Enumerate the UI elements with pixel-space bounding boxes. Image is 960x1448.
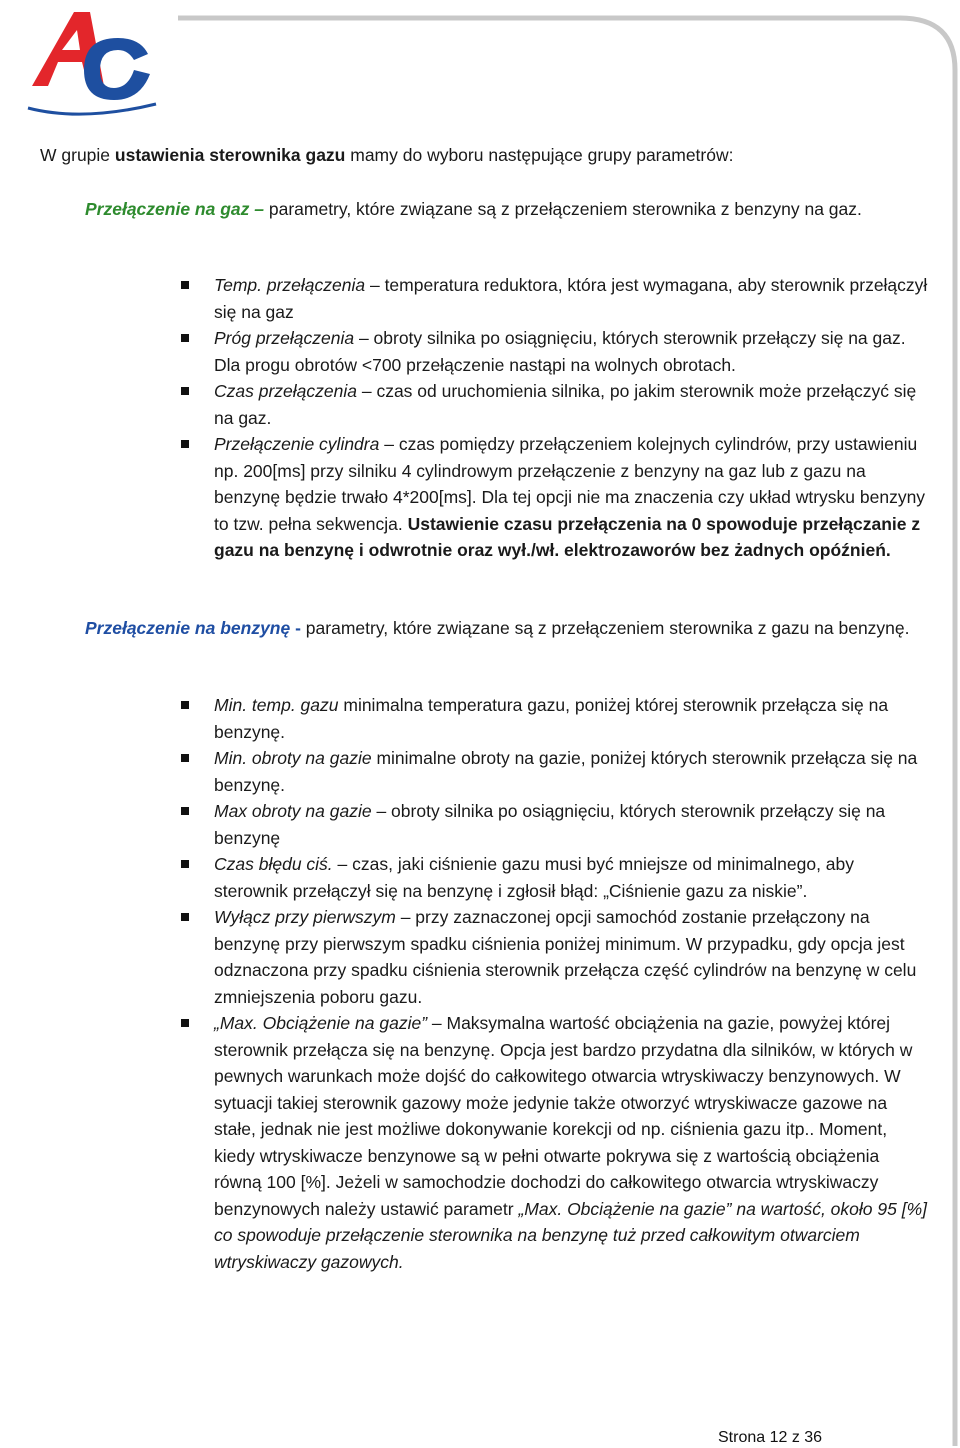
list-item [178, 272, 930, 325]
section-title-petrol: Przełączenie na benzynę [85, 618, 291, 638]
section-dash: – [249, 199, 269, 219]
param-desc: – czas, jaki ciśnienie gazu musi być mniejsze od minimalnego, aby sterownik przełączył się na benzynę i zgłosił błąd: „Ciśnienie gazu za niskie”. [214, 854, 855, 901]
param-term: Temp. przełączenia [214, 275, 366, 295]
param-desc: – obroty silnika po osiągnięciu, których sterownik przełączy się na benzynę [214, 801, 886, 848]
param-desc: – przy zaznaczonej opcji samochód zostanie przełączony na benzynę przy pierwszym spadku ciśnienia poniżej minimum. W przypadku, gdy opcja jest odznaczona przy spadku ciśnienia sterownik przełącza część cylindrów na benzynę w celu zmniejszenia poboru gazu. [214, 907, 917, 1007]
bullet-square-icon [181, 913, 189, 921]
list-item [178, 745, 930, 798]
param-term: Max obroty na gazie [214, 801, 372, 821]
param-desc: – Maksymalna wartość obciążenia na gazie, powyżej której sterownik przełącza się na benzynę. Opcja jest bardzo przydatna dla silników, w których w pewnych warunkach może dojść do całkowitego otwarcia wtryskiwaczy benzynowych. W sytuacji takiej sterownik gazowy może jedynie także otworzyć wtryskiwacze gazowe na stałe, jednak nie jest możliwe dokonywanie korekcji od np. ciśnienia gazu itp.. Moment, kiedy wtryskiwacze benzynowe są w pełni otwarte pokrywa się z wartością obciążenia równą 100 [%]. Jeżeli w samochodzie dochodzi do całkowitego otwarcia wtryskiwaczy benzynowych należy ustawić parametr [214, 1013, 913, 1219]
section-title-gas: Przełączenie na gaz [85, 199, 250, 219]
bullet-square-icon [181, 1019, 189, 1027]
param-desc: – obroty silnika po osiągnięciu, których sterownik przełączy się na gaz. Dla progu obrotów <700 przełączenie nastąpi na wolnych obrotach. [214, 328, 906, 375]
param-desc: – czas od uruchomienia silnika, po jakim sterownik może przełączyć się na gaz. [214, 381, 917, 428]
list-item [178, 798, 930, 851]
intro-bold-term: ustawienia sterownika gazu [114, 145, 346, 165]
param-desc-italic: „Max. Obciążenie na gazie” na wartość, około 95 [%] co spowoduje przełączenie sterownika na benzynę tuż przed całkowitym otwarciem wtryskiwaczy gazowych. [214, 1198, 927, 1272]
ac-logo [22, 4, 162, 124]
intro-text: W grupie [40, 145, 115, 165]
param-desc: minimalna temperatura gazu, poniżej której sterownik przełącza się na benzynę. [214, 695, 889, 742]
param-term: Czas błędu ciś. [214, 854, 333, 874]
param-term: Czas przełączenia [214, 381, 357, 401]
list-item [178, 692, 930, 745]
section-desc-gas: parametry, które związane są z przełączeniem sterownika z benzyny na gaz. [268, 199, 862, 219]
param-term: Min. temp. gazu [214, 695, 339, 715]
intro-paragraph [40, 142, 940, 169]
bullet-square-icon [181, 701, 189, 709]
param-desc: – czas pomiędzy przełączeniem kolejnych cylindrów, przy ustawieniu np. 200[ms] przy silniku 4 cylindrowym przełączenie z benzyny na gaz lub z gazu na benzynę będzie trwało 4*200[ms]. Dla tej opcji nie ma znaczenia czy układ wtrysku benzyny to tzw. pełna sekwencja. [214, 434, 926, 534]
param-term: Próg przełączenia [214, 328, 355, 348]
list-item [178, 851, 930, 904]
logo-letter-c [84, 38, 150, 100]
bullet-square-icon [181, 807, 189, 815]
bullet-square-icon [181, 754, 189, 762]
list-item [178, 431, 930, 564]
section-gas-switch [85, 196, 940, 223]
param-term: Przełączenie cylindra [214, 434, 380, 454]
bullet-square-icon [181, 334, 189, 342]
bullet-square-icon [181, 440, 189, 448]
param-term: „Max. Obciążenie na gazie” [214, 1013, 428, 1033]
bullet-square-icon [181, 860, 189, 868]
list-item [178, 904, 930, 1010]
param-desc: – temperatura reduktora, która jest wymagana, aby sterownik przełączył się na gaz [214, 275, 928, 322]
page-number: Strona 12 z 36 [718, 1429, 823, 1446]
param-note-bold: Ustawienie czasu przełączenia na 0 spowoduje przełączanie z gazu na benzynę i odwrotnie oraz wył./wł. elektrozaworów bez żadnych opóźnień. [214, 513, 921, 560]
list-item [178, 1010, 930, 1275]
list-item [178, 378, 930, 431]
list-item [178, 325, 930, 378]
param-term: Min. obroty na gazie [214, 748, 372, 768]
section-dash: - [290, 618, 306, 638]
gas-params-list [178, 272, 930, 564]
param-term: Wyłącz przy pierwszym [214, 907, 396, 927]
bullet-square-icon [181, 281, 189, 289]
bullet-square-icon [181, 387, 189, 395]
section-desc-petrol: parametry, które związane są z przełączeniem sterownika z gazu na benzynę. [305, 618, 910, 638]
petrol-params-list [178, 692, 930, 1275]
section-petrol-switch [85, 615, 940, 642]
intro-text-end: mamy do wyboru następujące grupy parametrów: [345, 145, 734, 165]
param-desc: minimalne obroty na gazie, poniżej których sterownik przełącza się na benzynę. [214, 748, 918, 795]
